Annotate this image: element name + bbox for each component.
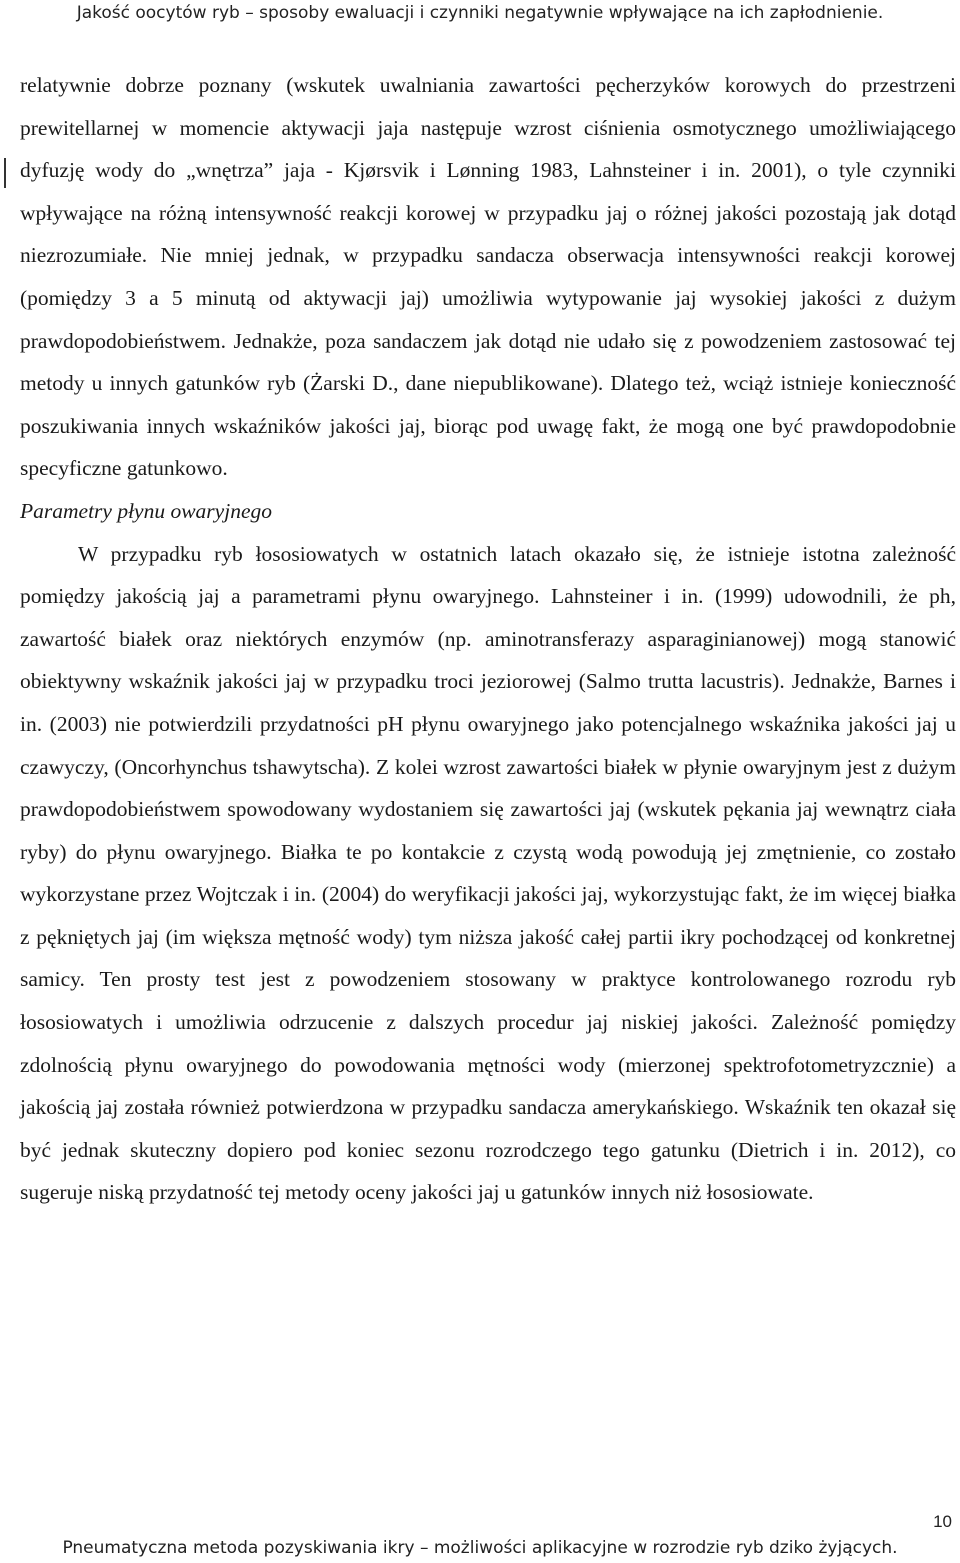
paragraph-continued: relatywnie dobrze poznany (wskutek uwalniania zawartości pęcherzyków korowych do przestrzeni prewitellarnej w momencie aktywacji jaja następuje wzrost ciśnienia osmotycznego umożliwiającego dyfuzję wody do „wnętrza” jaja - Kjørsvik i Lønning 1983, Lahnsteiner i in. 2001), o tyle czynniki wpływające na różną intensywność reakcji korowej w przypadku jaj o różnej jakości pozostają jak dotąd niezrozumiałe. Nie mniej jednak, w przypadku sandacza obserwacja intensywności reakcji korowej (pomiędzy 3 a 5 minutą od aktywacji jaj) umożliwia wytypowanie jaj wysokiej jakości z dużym prawdopodobieństwem. Jednakże, poza sandaczem jak dotąd nie udało się z powodzeniem zastosować tej metody u innych gatunków ryb (Żarski D., dane niepublikowane). Dlatego też, wciąż istnieje konieczność poszukiwania innych wskaźników jakości jaj, biorąc pod uwagę fakt, że mogą one być prawdopodobnie specyficzne gatunkowo. [20, 73, 956, 481]
running-header: Jakość oocytów ryb – sposoby ewaluacji i czynniki negatywnie wpływające na ich zapłodnienie. [76, 3, 884, 23]
document-body [20, 64, 956, 1214]
running-footer: Pneumatyczna metoda pozyskiwania ikry – możliwości aplikacyjne w rozrodzie ryb dziko żyjących. [62, 1538, 898, 1558]
page-number: 10 [933, 1512, 952, 1531]
section-heading: Parametry płynu owaryjnego [20, 498, 272, 523]
revision-change-bar [4, 158, 6, 188]
paragraph-ovarian-fluid: W przypadku ryb łososiowatych w ostatnich latach okazało się, że istnieje istotna zależność pomiędzy jakością jaj a parametrami płynu owaryjnego. Lahnsteiner i in. (1999) udowodnili, że ph, zawartość białek oraz niektórych enzymów (np. aminotransferazy asparaginianowej) mogą stanowić obiektywny wskaźnik jakości jaj w przypadku troci jeziorowej (Salmo trutta lacustris). Jednakże, Barnes i in. (2003) nie potwierdzili przydatności pH płynu owaryjnego jako potencjalnego wskaźnika jakości jaj u czawyczy, (Oncorhynchus tshawytscha). Z kolei wzrost zawartości białek w płynie owaryjnym jest z dużym prawdopodobieństwem spowodowany wydostaniem się zawartości jaj (wskutek pękania jaj wewnątrz ciała ryby) do płynu owaryjnego. Białka te po kontakcie z czystą wodą powodują jej zmętnienie, co zostało wykorzystane przez Wojtczak i in. (2004) do weryfikacji jakości jaj, wykorzystując fakt, że im więcej białka z pękniętych jaj (im większa mętność wody) tym niższa jakość całej partii ikry pochodzącej od konkretnej samicy. Ten prosty test jest z powodzeniem stosowany w praktyce kontrolowanego rozrodu ryb łososiowatych i umożliwia odrzucenie z dalszych procedur jaj niskiej jakości. Zależność pomiędzy zdolnością płynu owaryjnego do powodowania mętności wody (mierzonej spektrofotometryzcznie) a jakością jaj została również potwierdzona w przypadku sandacza amerykańskiego. Wskaźnik ten okazał się być jednak skuteczny dopiero pod koniec sezonu rozrodczego tego gatunku (Dietrich i in. 2012), co sugeruje niską przydatność tej metody oceny jakości jaj u gatunków innych niż łososiowate. [20, 541, 956, 1205]
